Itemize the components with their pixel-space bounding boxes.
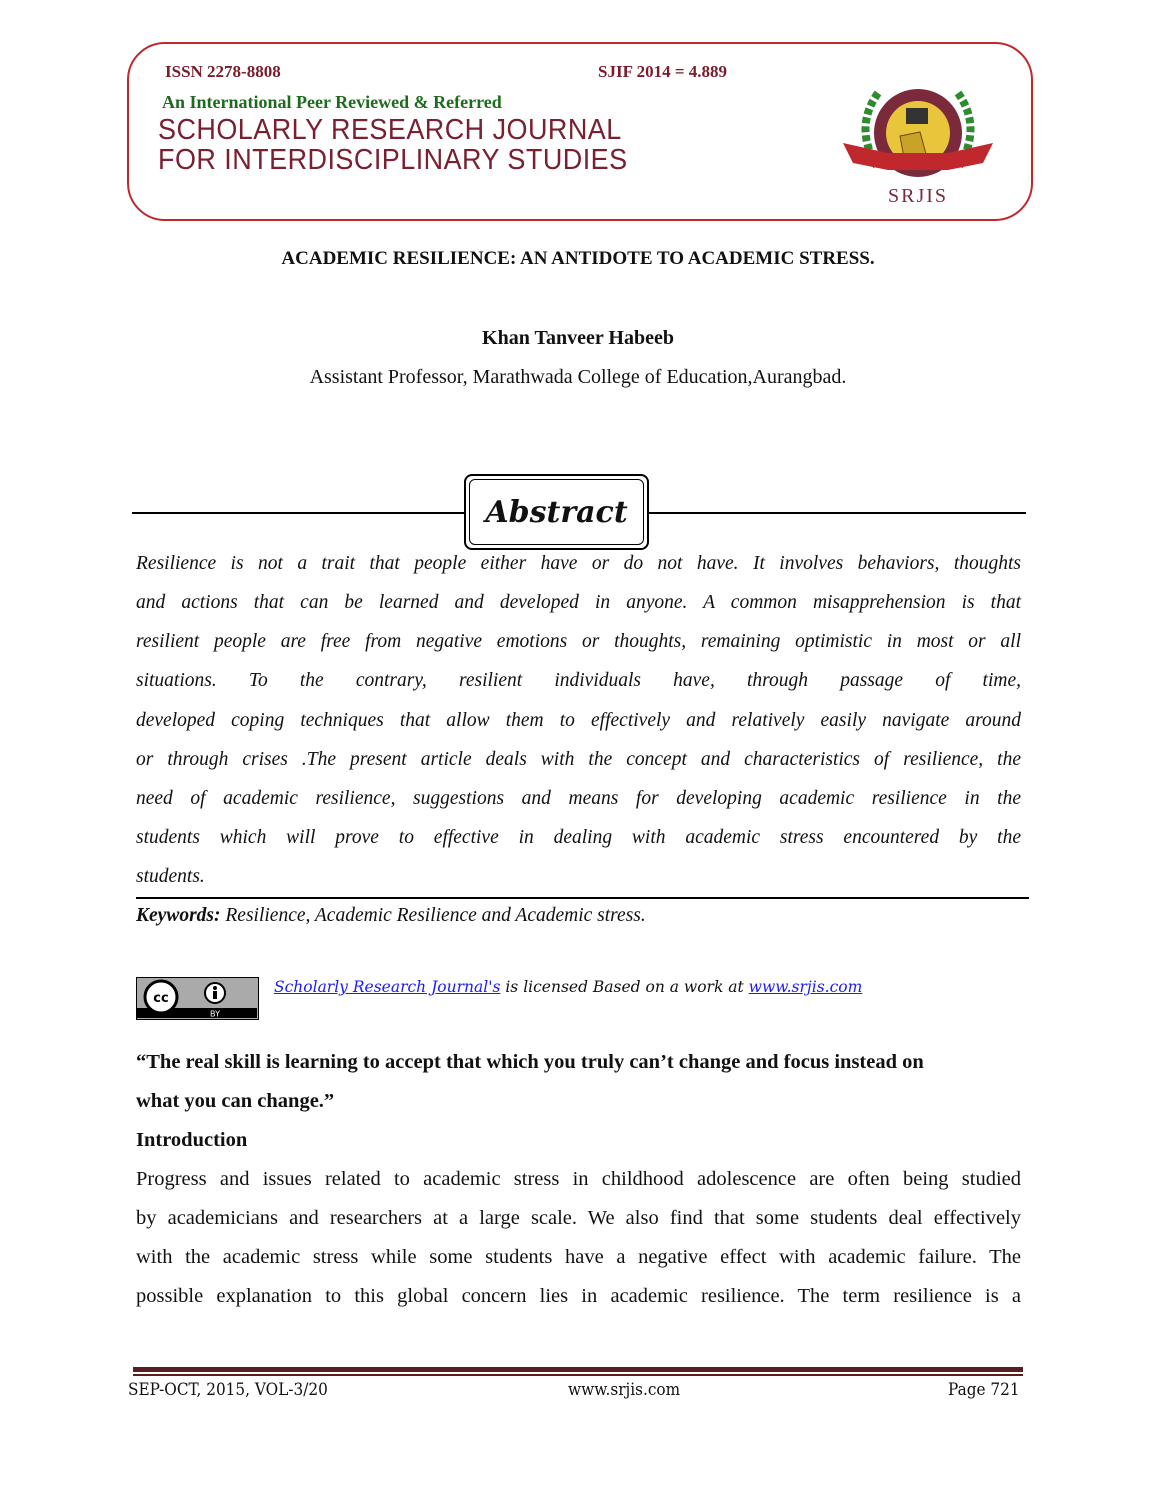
- intro-line: possible explanation to this global concern lies in academic resilience. The term resilience is a: [136, 1285, 1021, 1307]
- abstract-line: need of academic resilience, suggestions and means for developing academic resilience in the: [136, 788, 1021, 809]
- abstract-heading-box: [464, 474, 649, 550]
- intro-line: with the academic stress while some students have a negative effect with academic failure. The: [136, 1246, 1021, 1268]
- srjis-logo: [838, 78, 998, 208]
- footer-rule-thin: [133, 1374, 1023, 1376]
- abstract-line: resilient people are free from negative emotions or thoughts, remaining optimistic in most or all: [136, 631, 1021, 652]
- journal-title-line1: SCHOLARLY RESEARCH JOURNAL: [158, 114, 622, 146]
- journal-link[interactable]: Scholarly Research Journal's: [274, 978, 501, 996]
- abstract-line: or through crises .The present article deals with the concept and characteristics of resilience, the: [136, 749, 1021, 770]
- intro-line: Progress and issues related to academic stress in childhood adolescence are often being studied: [136, 1168, 1021, 1190]
- keywords: [136, 905, 646, 927]
- author-name: Khan Tanveer Habeeb: [482, 327, 674, 349]
- svg-text:SRJIS: SRJIS: [887, 185, 949, 207]
- keywords-divider: [136, 897, 1029, 899]
- footer-site: www.srjis.com: [568, 1380, 681, 1400]
- introduction-heading: Introduction: [136, 1129, 248, 1151]
- abstract-heading: Abstract: [469, 479, 644, 545]
- issn: ISSN 2278-8808: [165, 62, 281, 81]
- abstract-line: students which will prove to effective in dealing with academic stress encountered by the: [136, 827, 1021, 848]
- quote-line: “The real skill is learning to accept that which you truly can’t change and focus instead on: [136, 1051, 924, 1073]
- journal-title-line2: FOR INTERDISCIPLINARY STUDIES: [158, 144, 628, 176]
- cc-by-text: BY: [210, 1009, 220, 1018]
- abstract-line: situations. To the contrary, resilient individuals have, through passage of time,: [136, 670, 1021, 691]
- footer-page-number: Page 721: [948, 1380, 1020, 1400]
- abstract-line: developed coping techniques that allow them to effectively and relatively easily navigate around: [136, 710, 1021, 731]
- author-affiliation: Assistant Professor, Marathwada College of Education,Aurangbad.: [309, 366, 847, 388]
- cc-by-license-badge[interactable]: [136, 977, 259, 1020]
- peer-reviewed-label: An International Peer Reviewed & Referred: [162, 92, 502, 112]
- abstract-line: and actions that can be learned and developed in anyone. A common misapprehension is that: [136, 592, 1021, 613]
- keywords-label: Keywords:: [136, 905, 221, 926]
- footer-issue: SEP-OCT, 2015, VOL-3/20: [128, 1380, 328, 1400]
- website-link[interactable]: www.srjis.com: [748, 978, 863, 996]
- abstract-line: Resilience is not a trait that people either have or do not have. It involves behaviors, thoughts: [136, 553, 1021, 574]
- article-title: ACADEMIC RESILIENCE: AN ANTIDOTE TO ACADEMIC STRESS.: [281, 248, 875, 269]
- quote-line: what you can change.”: [136, 1090, 335, 1112]
- footer-rule: [133, 1367, 1023, 1372]
- sjif: SJIF 2014 = 4.889: [598, 62, 728, 81]
- keywords-text: Resilience, Academic Resilience and Academic stress.: [220, 905, 646, 926]
- license-middle-text: is licensed Based on a work at: [500, 978, 749, 996]
- intro-line: by academicians and researchers at a large scale. We also find that some students deal effectively: [136, 1207, 1021, 1229]
- cc-text: cc: [153, 991, 169, 1006]
- abstract-line: students.: [136, 866, 205, 887]
- license-text: [274, 978, 862, 996]
